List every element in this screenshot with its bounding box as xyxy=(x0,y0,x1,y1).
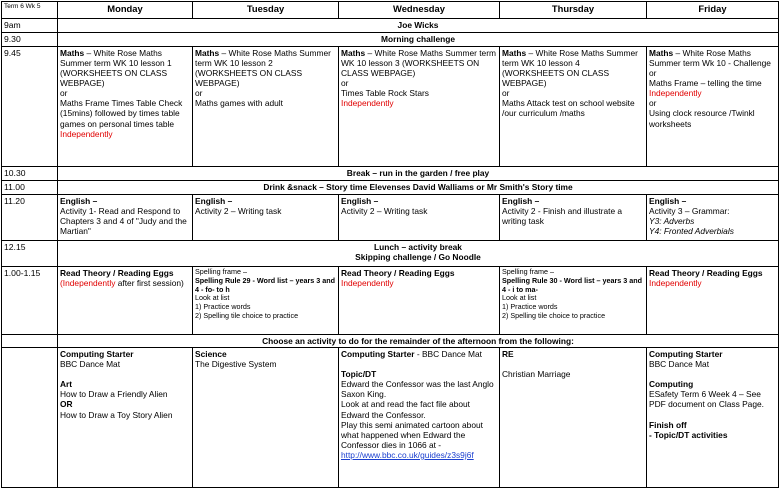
snack-text: Drink &snack – Story time Elevenses David Walliams or Mr Smith's Story time xyxy=(58,181,779,195)
break-text: Break – run in the garden / free play xyxy=(58,167,779,181)
time-945: 9.45 xyxy=(2,47,58,167)
row-1215 xyxy=(2,241,779,267)
time-9am: 9am xyxy=(2,19,58,33)
row-945-maths xyxy=(2,47,779,167)
reading-friday: Read Theory / Reading Eggs Independently xyxy=(647,267,779,335)
time-1030: 10.30 xyxy=(2,167,58,181)
day-tuesday: Tuesday xyxy=(193,2,339,19)
english-monday: English – Activity 1- Read and Respond to Chapters 3 and 4 of "Judy and the Martian" xyxy=(58,195,193,241)
row-9am xyxy=(2,19,779,33)
maths-friday: Maths – White Rose Maths Summer term Wk 10 - Challenge or Maths Frame – telling the time Independently or Using clock resource /Twinkl worksheets xyxy=(647,47,779,167)
afternoon-thursday: RE Christian Marriage xyxy=(500,348,647,488)
time-1215: 12.15 xyxy=(2,241,58,267)
afternoon-blank xyxy=(2,348,58,488)
choose-blank xyxy=(2,335,58,348)
reading-wednesday: Read Theory / Reading Eggs Independently xyxy=(339,267,500,335)
maths-tuesday: Maths – White Rose Maths Summer term WK 10 lesson 2 (WORKSHEETS ON CLASS WEBPAGE) or Maths games with adult xyxy=(193,47,339,167)
morning-challenge: Morning challenge xyxy=(58,33,779,47)
day-thursday: Thursday xyxy=(500,2,647,19)
day-wednesday: Wednesday xyxy=(339,2,500,19)
term-label: Term 6 Wk 5 xyxy=(2,2,58,19)
time-100: 1.00-1.15 xyxy=(2,267,58,335)
english-wednesday: English – Activity 2 – Writing task xyxy=(339,195,500,241)
afternoon-tuesday: Science The Digestive System xyxy=(193,348,339,488)
row-1030 xyxy=(2,167,779,181)
maths-wednesday: Maths – White Rose Maths Summer term WK 10 lesson 3 (WORKSHEETS ON CLASS WEBPAGE) or Times Table Rock Stars Independently xyxy=(339,47,500,167)
spelling-tuesday: Spelling frame – Spelling Rule 29 - Word list – years 3 and 4 - fo- to h Look at list 1) Practice words 2) Spelling tile choice to practice xyxy=(193,267,339,335)
row-930 xyxy=(2,33,779,47)
row-1120-english xyxy=(2,195,779,241)
row-choose xyxy=(2,335,779,348)
time-1120: 11.20 xyxy=(2,195,58,241)
lunch-text: Lunch – activity break Skipping challenge / Go Noodle xyxy=(58,241,779,267)
day-monday: Monday xyxy=(58,2,193,19)
row-100-reading xyxy=(2,267,779,335)
time-1100: 11.00 xyxy=(2,181,58,195)
timetable xyxy=(1,1,779,488)
afternoon-wednesday: Computing Starter - BBC Dance Mat Topic/DT Edward the Confessor was the last Anglo Saxon King. Look at and read the fact file about Edward the Confessor. Play this semi animated cartoon about what happened when Edward the Confessor dies in 1066 at - http://www.bbc.co.uk/guides/z3s9j6f xyxy=(339,348,500,488)
day-friday: Friday xyxy=(647,2,779,19)
spelling-thursday: Spelling frame – Spelling Rule 30 - Word list – years 3 and 4 - i to ma- Look at list 1) Practice words 2) Spelling tile choice to practice xyxy=(500,267,647,335)
row-afternoon xyxy=(2,348,779,488)
reading-monday: Read Theory / Reading Eggs (Independently after first session) xyxy=(58,267,193,335)
english-tuesday: English – Activity 2 – Writing task xyxy=(193,195,339,241)
maths-thursday: Maths – White Rose Maths Summer term WK 10 lesson 4 (WORKSHEETS ON CLASS WEBPAGE) or Maths Attack test on school website /our curriculum /maths xyxy=(500,47,647,167)
header-row xyxy=(2,2,779,19)
joe-wicks: Joe Wicks xyxy=(58,19,779,33)
time-930: 9.30 xyxy=(2,33,58,47)
bbc-guide-link[interactable]: http://www.bbc.co.uk/guides/z3s9j6f xyxy=(341,449,474,460)
english-thursday: English – Activity 2 - Finish and illustrate a writing task xyxy=(500,195,647,241)
afternoon-monday: Computing Starter BBC Dance Mat Art How to Draw a Friendly Alien OR How to Draw a Toy Story Alien xyxy=(58,348,193,488)
row-1100 xyxy=(2,181,779,195)
choose-text: Choose an activity to do for the remainder of the afternoon from the following: xyxy=(58,335,779,348)
afternoon-friday: Computing Starter BBC Dance Mat Computing ESafety Term 6 Week 4 – See PDF document on Class Page. Finish off - Topic/DT activities xyxy=(647,348,779,488)
english-friday: English – Activity 3 – Grammar: Y3: Adverbs Y4: Fronted Adverbials xyxy=(647,195,779,241)
maths-monday: Maths – White Rose Maths Summer term WK 10 lesson 1 (WORKSHEETS ON CLASS WEBPAGE) or Maths Frame Times Table Check (15mins) followed by times table games on personal times table Independently xyxy=(58,47,193,167)
